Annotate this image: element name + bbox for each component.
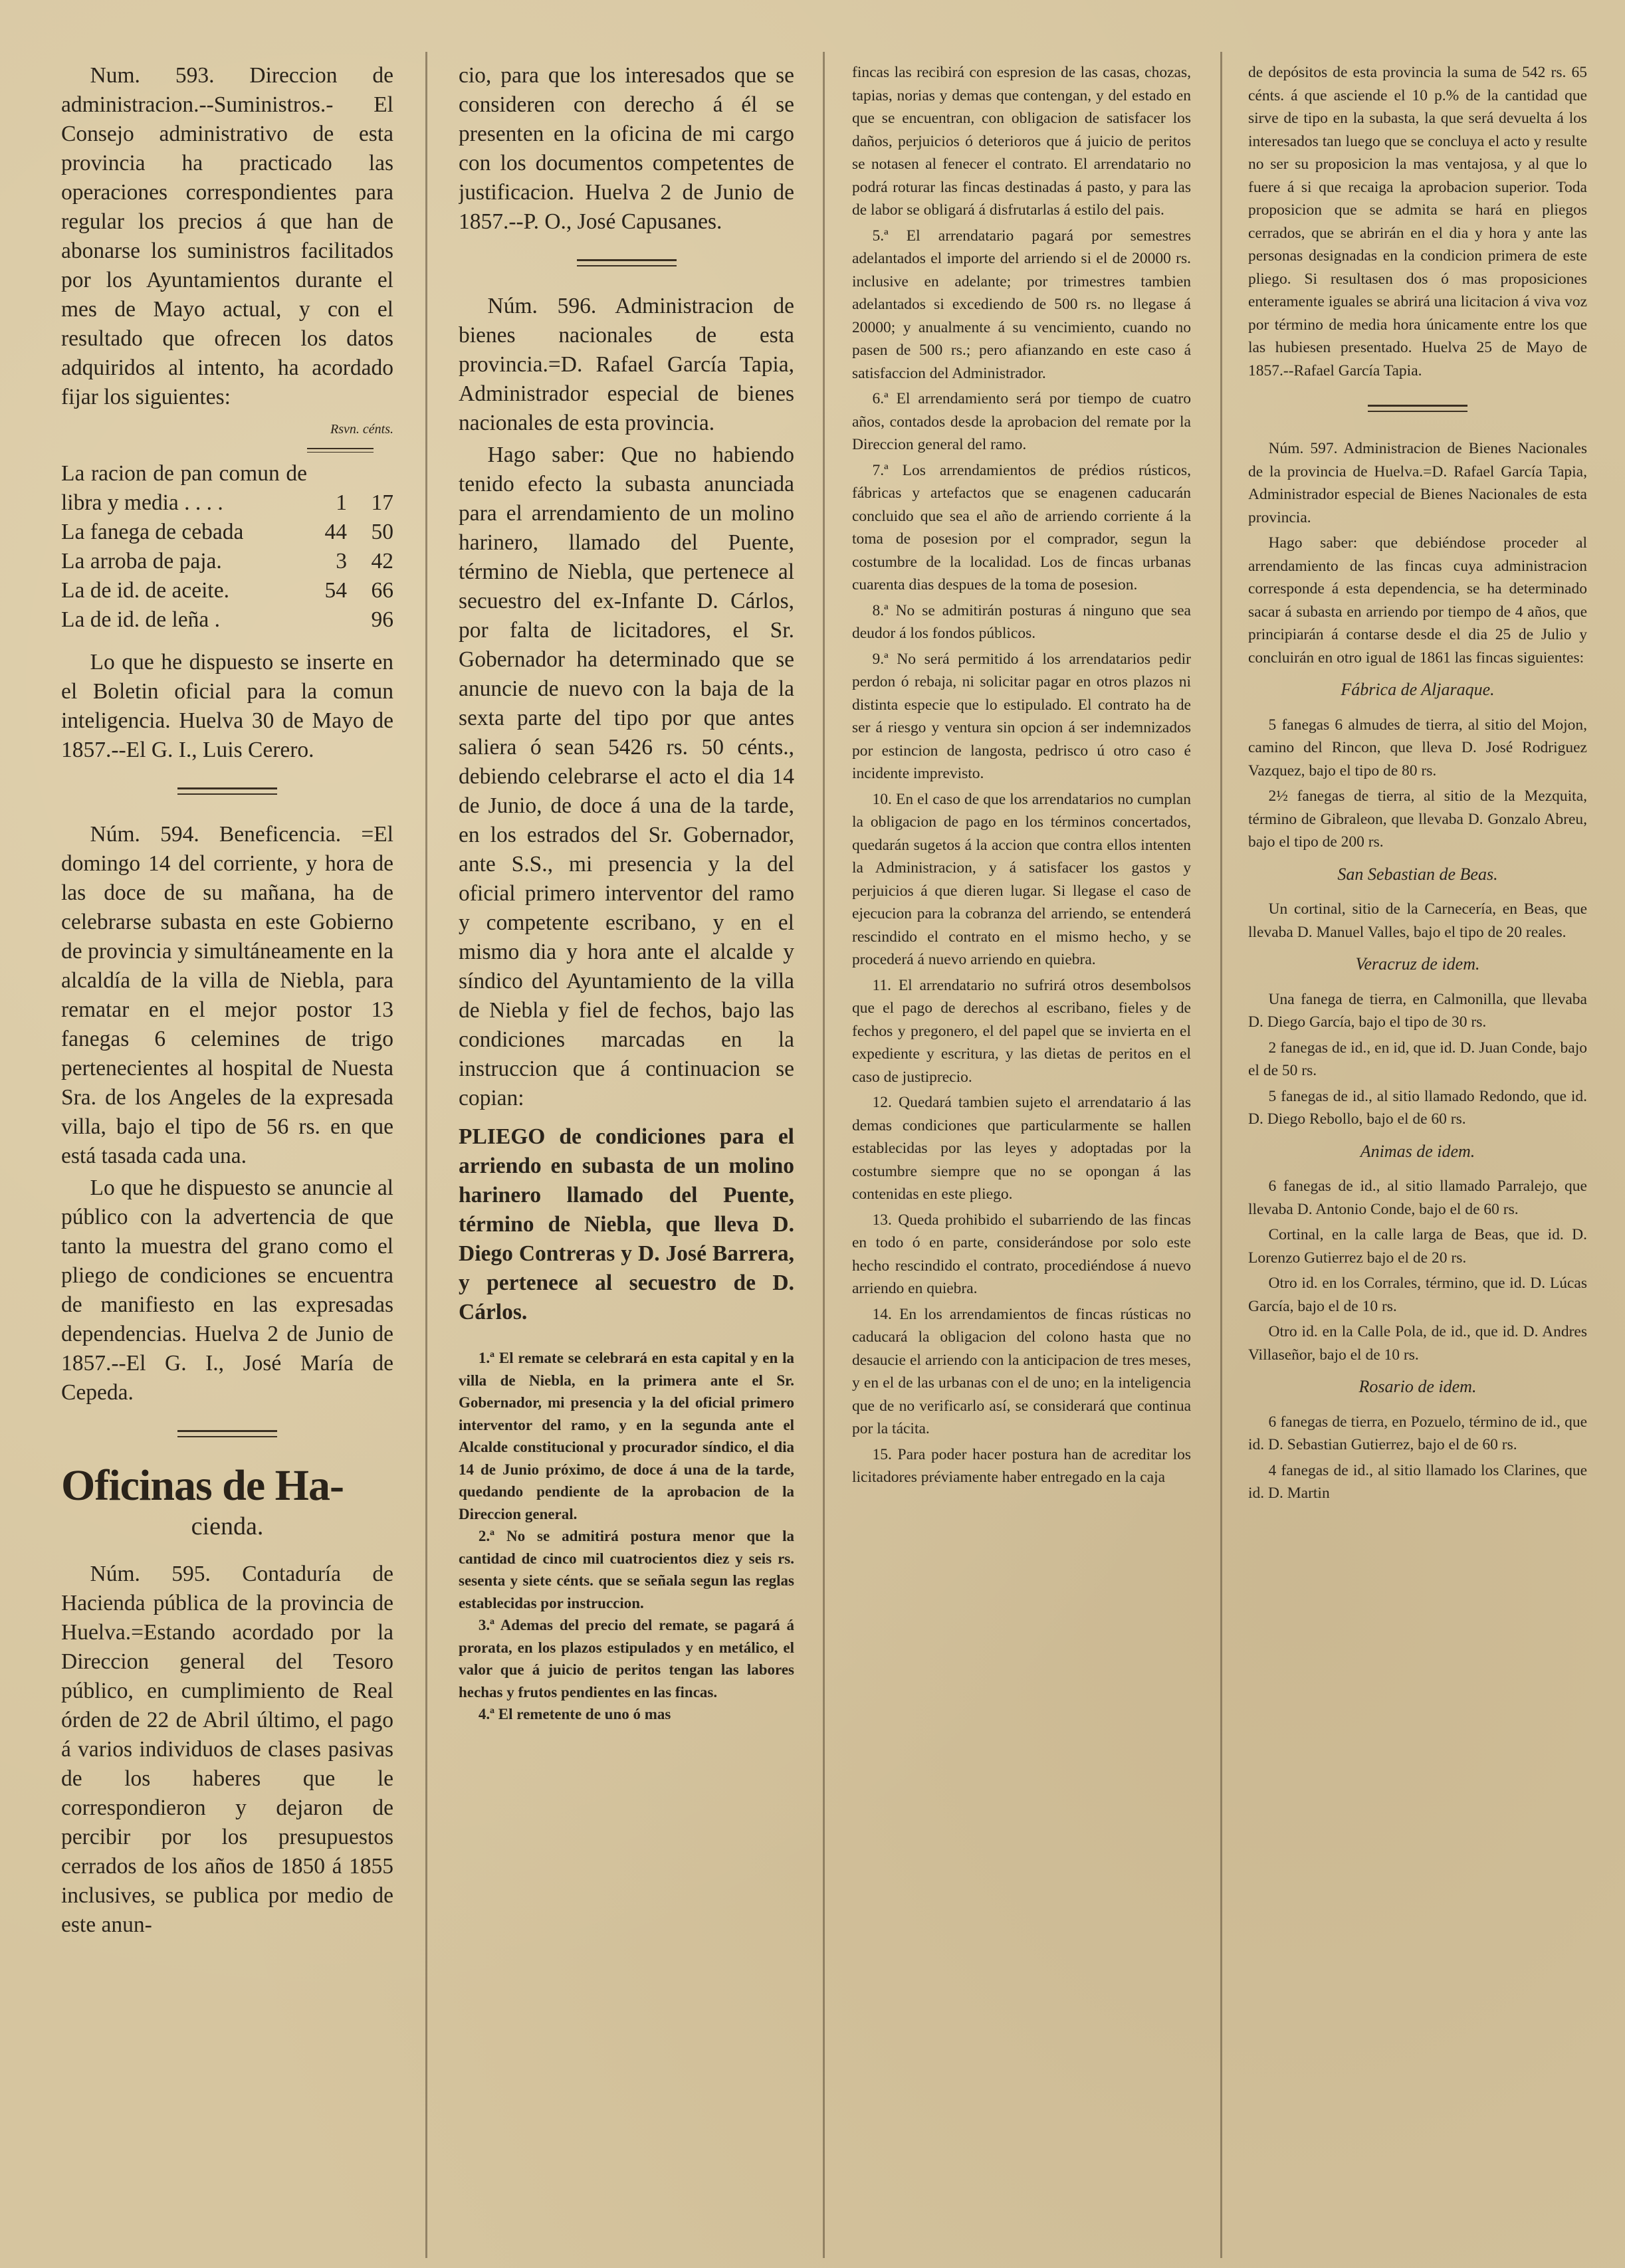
condition-2: 2.ª No se admitirá postura menor que la cantidad de cinco mil cuatrocientos diez y seis rs. sesenta y siete cénts. que se señala segun las reglas establecidas por instruccion. (459, 1528, 794, 1611)
condition-5: 5.ª El arrendatario pagará por semestres adelantados el importe del arriendo si el de 20000 rs. inclusive en adelante; por trimestres tambien adelantados si excediendo de 500 rs. no llegase á 20000; y anualmente á su vencimiento, cuando no pasen de 500 rs.; pero afianzando en este caso á satisfaccion del Administrador. (852, 227, 1191, 382)
property-item: Cortinal, en la calle larga de Beas, que id. D. Lorenzo Gutierrez bajo el de 20 rs. (1248, 1226, 1587, 1267)
column-divider (1220, 52, 1222, 2258)
price-centimos: 17 (371, 490, 393, 515)
condition-12: 12. Quedará tambien sujeto el arrendatario á las demas condiciones que particularmente se hallen establecidas por las leyes y adoptadas por la costumbre siempre que no se opongan á las contenidas en este pliego. (852, 1094, 1191, 1203)
property-item: Una fanega de tierra, en Calmonilla, que llevaba D. Diego García, bajo el tipo de 30 rs. (1248, 990, 1587, 1031)
price-reales (307, 605, 347, 635)
column-3 (852, 61, 1191, 2254)
section-heading: Oficinas de Ha- (61, 1461, 344, 1510)
condition-6: 6.ª El arrendamiento será por tiempo de cuatro años, contados desde la aprobacion del remate por la Direccion general del ramo. (852, 390, 1191, 453)
condition-4-continued: fincas las recibirá con espresion de las casas, chozas, tapias, norias y demas que contengan, y del estado en que se encuentran, con obligacion de satisfacer los daños, perjuicios ó deterioros que á juicio de peritos se notasen al fenecer el contrato. El arrendatario no podrá roturar las fincas destinadas á pasto, y para las de labor se obligará á disfrutarlas á estilo del pais. (852, 64, 1191, 219)
price-item: La arroba de paja. (61, 549, 222, 573)
price-centimos: 50 (371, 520, 393, 544)
price-row (61, 459, 393, 518)
parish-heading: Veracruz de idem. (1355, 954, 1480, 974)
price-reales: 44 (324, 520, 347, 544)
parish-heading: Rosario de idem. (1358, 1377, 1477, 1396)
separator-rule (1368, 405, 1467, 412)
price-item: La fanega de cebada (61, 520, 244, 544)
price-reales: 1 (336, 490, 347, 515)
property-item: 6 fanegas de tierra, en Pozuelo, término de id., que id. D. Sebastian Gutierrez, bajo el de 60 rs. (1248, 1413, 1587, 1453)
price-header: Rsvn. cénts. (330, 422, 393, 437)
conditions-list (459, 1347, 794, 1726)
separator-rule (177, 1430, 277, 1437)
price-reales: 3 (336, 549, 347, 573)
property-item: 5 fanegas 6 almudes de tierra, al sitio del Mojon, camino del Rincon, que lleva D. José Rodriguez Vazquez, bajo el tipo de 80 rs. (1248, 716, 1587, 779)
condition-4: 4.ª El remetente de uno ó mas (478, 1706, 671, 1722)
separator-rule (577, 259, 677, 266)
notice-593-closing: Lo que he dispuesto se inserte en el Boletin oficial para la comun inteligencia. Huelva 30 de Mayo de 1857.--El G. I., Luis Cerero. (61, 650, 393, 762)
property-item: Un cortinal, sitio de la Carnecería, en Beas, que llevaba D. Manuel Valles, bajo el tipo de 20 reales. (1248, 900, 1587, 941)
notice-593: Num. 593. Direccion de administracion.--Suministros.- El Consejo administrativo de esta provincia ha practicado las operaciones correspondientes para regular los precios á que han de abonarse los suministros facilitados por los Ayuntamientos durante el mes de Mayo actual, y con el resultado que ofrecen los datos adquiridos al intento, ha acordado fijar los siguientes: (61, 63, 393, 409)
price-item: La de id. de aceite. (61, 578, 229, 603)
property-item: Otro id. en los Corrales, término, que id. D. Lúcas García, bajo el de 10 rs. (1248, 1275, 1587, 1315)
column-2 (459, 61, 794, 2254)
price-row (61, 605, 393, 635)
notice-596-body: Hago saber: Que no habiendo tenido efecto la subasta anunciada para el arrendamiento de un molino harinero, llamado del Puente, término de Niebla, que pertenece al secuestro del ex-Infante D. Cárlos, por falta de licitadores, el Sr. Gobernador ha determinado que se anuncie de nuevo con la baja de la sexta parte del tipo por que antes saliera ó sean 5426 rs. 50 cénts., debiendo celebrarse el acto el dia 14 de Junio, de doce á una de la tarde, en los estrados del Sr. Gobernador, ante S.S., mi presencia y la del oficial primero interventor del ramo y competente escribano, y en el mismo dia y hora ante el alcalde y síndico del Ayuntamiento de la villa de Niebla y fiel de fechos, bajo las condiciones marcadas en la instruccion que á continuacion se copian: (459, 443, 794, 1110)
price-row (61, 576, 393, 605)
property-item: 2 fanegas de id., en id, que id. D. Juan Conde, bajo el de 50 rs. (1248, 1039, 1587, 1079)
column-4 (1248, 61, 1587, 2254)
notice-594: Núm. 594. Beneficencia. =El domingo 14 del corriente, y hora de las doce de su mañana, ha de celebrarse subasta en este Gobierno de provincia y simultáneamente en la alcaldía de la villa de Niebla, para rematar en el mejor postor 13 fanegas 6 celemines de trigo pertenecientes al hospital de Nuesta Sra. de los Angeles de la expresada villa, bajo el tipo de 56 rs. en que está tasada cada una. (61, 822, 393, 1168)
parish-heading: San Sebastian de Beas. (1337, 864, 1498, 884)
condition-11: 11. El arrendatario no sufrirá otros desembolsos que el pago de derechos al escribano, fieles y de fechos y pregonero, el del papel que se invierta en el expediente y escritura, y las dietas de peritos en el caso de justiprecio. (852, 976, 1191, 1086)
condition-14: 14. En los arrendamientos de fincas rústicas no caducará la obligacion del colono hasta que no desaucie el arriendo con la anticipacion de tres meses, y en el de las urbanas con el de uno; en la inteligencia que de no verificarlo así, se considerará que continua por la tácita. (852, 1305, 1191, 1437)
price-table (61, 459, 393, 635)
price-centimos: 42 (371, 549, 393, 573)
property-item: 2½ fanegas de tierra, al sitio de la Mezquita, término de Gibraleon, que llevaba D. Gonzalo Abreu, bajo el tipo de 200 rs. (1248, 787, 1587, 851)
notice-597-body: Hago saber: que debiéndose proceder al arrendamiento de las fincas cuya administracion corresponde á esta dependencia, se ha determinado sacar á subasta en arriendo por tiempo de 4 años, que principiarán á contarse desde el dia 25 de Julio y concluirán en otro igual de 1861 las fincas siguientes: (1248, 534, 1587, 667)
price-reales: 54 (324, 578, 347, 603)
price-row (61, 547, 393, 576)
parish-heading: Fábrica de Aljaraque. (1341, 680, 1495, 699)
notice-596: Núm. 596. Administracion de bienes nacionales de esta provincia.=D. Rafael García Tapia, Administrador especial de bienes nacionales de esta provincia. (459, 294, 794, 435)
condition-8: 8.ª No se admitirán posturas á ninguno que sea deudor á los fondos públicos. (852, 601, 1191, 642)
section-subheading: cienda. (191, 1512, 264, 1540)
condition-10: 10. En el caso de que los arrendatarios no cumplan la obligacion de pago en los términos concertados, quedarán sugetos á la accion que contra ellos intenten la Administracion, y á satisfacer los gastos y perjuicios á que dieren lugar. Si llegase el caso de ejecucion para la cobranza del arriendo, se entenderá rescindido el contrato en el mismo hecho, y se procederá á nuevo arriendo en quiebra. (852, 790, 1191, 968)
condition-9: 9.ª No será permitido á los arrendatarios pedir perdon ó rebaja, ni solicitar pagar en otros plazos ni distinta especie que lo estipulado. El contrato ha de ser á riesgo y ventura sin opcion á ser indemnizados por estincion de langosta, pedrisco ú otro caso é incidente imprevisto. (852, 650, 1191, 782)
condition-15-continued: de depósitos de esta provincia la suma de 542 rs. 65 cénts. á que asciende el 10 p.% de la cantidad que sirve de tipo en la subasta, la que será devuelta á los interesados tan luego que se concluya el acto y resulte no ser su proposicion la mas ventajosa, y al que lo fuere á si que recaiga la aprobacion superior. Toda proposicion que se admita se hará en pliegos cerrados, que se abrirán en el dia y hora y ante las personas designadas en la condicion primera de este pliego. Si resultasen dos ó mas proposiciones enteramente iguales se abrirá una licitacion á viva voz por término de media hora únicamente entre los que las hubiesen presentado. Huelva 25 de Mayo de 1857.--Rafael García Tapia. (1248, 64, 1587, 379)
property-item: 4 fanegas de id., al sitio llamado los Clarines, que id. D. Martin (1248, 1461, 1587, 1502)
price-centimos: 96 (371, 607, 393, 632)
notice-595: Núm. 595. Contaduría de Hacienda pública de la provincia de Huelva.=Estando acordado por la Direccion general del Tesoro público, en cumplimiento de Real órden de 22 de Abril último, el pago á varios individuos de clases pasivas de los haberes que le correspondieron y dejaron de percibir por los presupuestos cerrados de los años de 1850 á 1855 inclusives, se publica por medio de este anun- (61, 1562, 393, 1937)
column-divider (425, 52, 427, 2258)
parish-heading: Animas de idem. (1360, 1141, 1475, 1161)
condition-13: 13. Queda prohibido el subarriendo de las fincas en todo ó en parte, considerándose por solo este hecho rescindido el contrato, procediéndose á nuevo arriendo en quiebra. (852, 1211, 1191, 1297)
condition-3: 3.ª Ademas del precio del remate, se pagará á prorata, en los plazos estipulados y en metálico, el valor que á juicio de peritos tengan las labores hechas y frutos pendientes en las fincas. (459, 1617, 794, 1701)
pliego-title: PLIEGO de condiciones para el arriendo en subasta de un molino harinero llamado del Puente, término de Niebla, que lleva D. Diego Contreras y D. José Barrera, y pertenece al secuestro de D. Cárlos. (459, 1124, 794, 1324)
price-item: La de id. de leña . (61, 607, 221, 632)
notice-595-continued: cio, para que los interesados que se consideren con derecho á él se presenten en la oficina de mi cargo con los documentos competentes de justificacion. Huelva 2 de Junio de 1857.--P. O., José Capusanes. (459, 63, 794, 234)
price-item: La racion de pan comun de libra y media . . . . (61, 461, 307, 515)
notice-594-closing: Lo que he dispuesto se anuncie al público con la advertencia de que tanto la muestra del grano como el pliego de condiciones se encuentra de manifiesto en las expresadas dependencias. Huelva 2 de Junio de 1857.--El G. I., José María de Cepeda. (61, 1176, 393, 1405)
notice-597: Núm. 597. Administracion de Bienes Nacionales de la provincia de Huelva.=D. Rafael García Tapia, Administrador especial de Bienes Nacionales de esta provincia. (1248, 440, 1587, 526)
condition-7: 7.ª Los arrendamientos de prédios rústicos, fábricas y artefactos que se enagenen caducarán concluido que sea el año de arriendo corriente á la toma de posesion por el comprador, segun la costumbre de la localidad. Los de fincas urbanas cuarenta dias despues de la toma de posesion. (852, 461, 1191, 593)
price-row (61, 518, 393, 547)
condition-1: 1.ª El remate se celebrará en esta capital y en la villa de Niebla, en la primera ante el Sr. Gobernador, mi presencia y la del oficial primero interventor del ramo, y en la segunda ante el Alcalde constitucional y procurador síndico, el dia 14 de Junio próximo, de doce á una de la tarde, quedando pendiente de la aprobacion de la Direccion general. (459, 1350, 794, 1522)
price-centimos: 66 (371, 578, 393, 603)
condition-15: 15. Para poder hacer postura han de acreditar los licitadores préviamente haber entregado en la caja (852, 1445, 1191, 1486)
property-item: 5 fanegas de id., al sitio llamado Redondo, que id. D. Diego Rebollo, bajo el de 60 rs. (1248, 1087, 1587, 1128)
property-item: Otro id. en la Calle Pola, de id., que id. D. Andres Villaseñor, bajo el de 10 rs. (1248, 1323, 1587, 1364)
property-item: 6 fanegas de id., al sitio llamado Parralejo, que llevaba D. Antonio Conde, bajo el de 60 rs. (1248, 1178, 1587, 1218)
separator-rule (177, 787, 277, 795)
column-1 (61, 61, 393, 2254)
price-header-rule (307, 448, 374, 453)
column-divider (823, 52, 825, 2258)
